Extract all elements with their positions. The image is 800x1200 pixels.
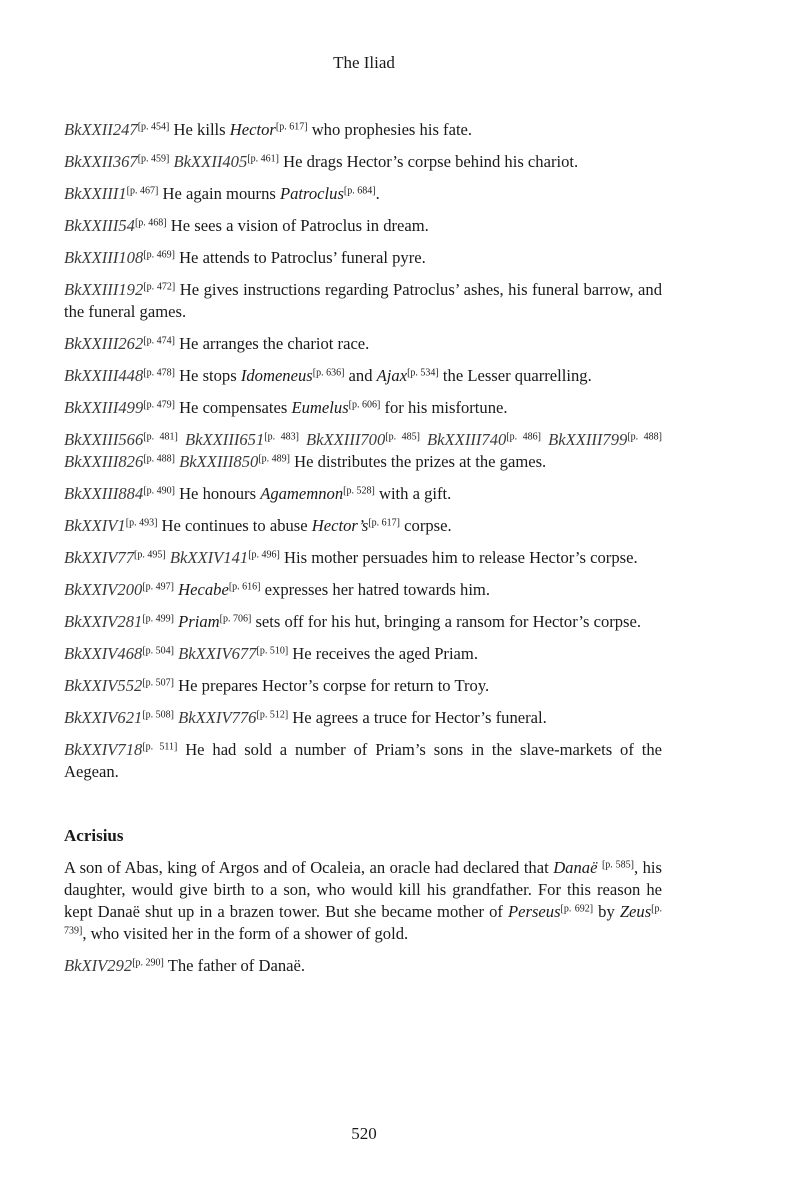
book-reference-link[interactable]: BkXXIV552	[64, 676, 143, 695]
person-name: Danaë	[553, 858, 598, 877]
page-reference[interactable]: [p. 478]	[143, 367, 175, 379]
page-reference[interactable]: [p. 467]	[126, 185, 159, 197]
book-reference-link[interactable]: BkXXIII826	[64, 452, 144, 471]
body-text	[541, 430, 548, 449]
page-reference[interactable]: [p. 488]	[143, 453, 175, 465]
page-reference[interactable]: [p. 616]	[228, 581, 261, 593]
body-text: He distributes the prizes at the games.	[290, 452, 547, 471]
body-text: He drags Hector’s corpse behind his chariot.	[278, 152, 579, 171]
book-reference-link[interactable]: BkXXIII799	[548, 430, 628, 449]
entry-paragraph	[64, 397, 662, 419]
body-text: He attends to Patroclus’ funeral pyre.	[174, 248, 426, 267]
page-reference[interactable]: [p. 489]	[258, 453, 290, 465]
page-reference[interactable]: [p. 636]	[312, 367, 345, 379]
page-reference[interactable]: [p. 510]	[256, 645, 289, 657]
body-text	[178, 430, 185, 449]
entry-paragraph	[64, 279, 662, 323]
page-reference[interactable]: [p. 486]	[506, 431, 541, 443]
page-reference[interactable]: [p. 497]	[142, 581, 174, 593]
person-name: Ajax	[376, 366, 408, 385]
body-text: , who visited her in the form of a shower of gold.	[82, 924, 409, 943]
entry-paragraph	[64, 247, 662, 269]
body-text: The father of Danaë.	[163, 956, 306, 975]
body-text: with a gift.	[374, 484, 452, 503]
body-text: , his daughter, would give birth to a son, who would kill his grandfather. For this reason he kept Danaë shut up in a brazen tower. But she became mother of	[64, 858, 662, 921]
body-text: He continues to abuse	[157, 516, 312, 535]
body-text: corpse.	[400, 516, 452, 535]
book-reference-link[interactable]: BkXXIV200	[64, 580, 143, 599]
body-text: He agrees a truce for Hector’s funeral.	[288, 708, 547, 727]
page-reference[interactable]: [p. 692]	[560, 903, 594, 915]
page-reference[interactable]: [p. 493]	[125, 517, 158, 529]
entry-paragraph	[64, 333, 662, 355]
body-text: He again mourns	[158, 184, 280, 203]
entry-paragraph	[64, 483, 662, 505]
entry-paragraph	[64, 739, 662, 783]
page-reference[interactable]: [p. 488]	[627, 431, 662, 443]
section-body	[64, 857, 662, 977]
body-text: He receives the aged Priam.	[288, 644, 478, 663]
page-reference[interactable]: [p. 504]	[142, 645, 174, 657]
body-text: expresses her hatred towards him.	[260, 580, 490, 599]
body-text: by	[593, 902, 620, 921]
body-text: for his misfortune.	[380, 398, 508, 417]
body-text: A son of Abas, king of Argos and of Ocaleia, an oracle had declared that	[64, 858, 554, 877]
page-reference[interactable]: [p. 461]	[247, 153, 279, 165]
entry-paragraph	[64, 611, 662, 633]
page-reference[interactable]: [p. 472]	[143, 281, 176, 293]
page-reference[interactable]: [p. 454]	[137, 121, 170, 133]
body-text: He compensates	[174, 398, 292, 417]
body-text: He honours	[174, 484, 261, 503]
page-reference[interactable]: [p. 617]	[275, 121, 308, 133]
page-reference[interactable]: [p. 606]	[348, 399, 381, 411]
page-reference[interactable]: [p. 512]	[256, 709, 289, 721]
book-reference-link[interactable]: BkXXIII651	[185, 430, 265, 449]
book-reference-link[interactable]: BkXIV292	[64, 956, 133, 975]
entry-paragraph	[64, 365, 662, 387]
page-reference[interactable]: [p. 485]	[385, 431, 420, 443]
book-reference-link[interactable]: BkXXII405	[173, 152, 248, 171]
body-text: and	[344, 366, 377, 385]
person-name: Idomeneus	[240, 366, 313, 385]
body-text: He kills	[169, 120, 230, 139]
page-reference[interactable]: [p. 481]	[143, 431, 178, 443]
body-text: He arranges the chariot race.	[174, 334, 370, 353]
book-reference-link[interactable]: BkXXIV718	[64, 740, 143, 759]
page-reference[interactable]: [p. 534]	[407, 367, 439, 379]
section-heading: Acrisius	[64, 826, 124, 845]
book-reference-link[interactable]: BkXXIV1	[64, 516, 126, 535]
page-reference[interactable]: [p. 585]	[601, 859, 634, 871]
page-reference[interactable]: [p. 459]	[137, 153, 170, 165]
book-reference-link[interactable]: BkXXIII448	[64, 366, 144, 385]
entry-paragraph	[64, 547, 662, 569]
book-reference-link[interactable]: BkXXIII1	[64, 184, 127, 203]
person-name: Zeus	[619, 902, 652, 921]
person-name: Eumelus	[291, 398, 349, 417]
page-reference[interactable]: [p. 499]	[142, 613, 174, 625]
person-name: Hector	[229, 120, 276, 139]
person-name: Priam	[178, 612, 220, 631]
page-reference[interactable]: [p. 617]	[368, 517, 401, 529]
person-name: Patroclus	[280, 184, 344, 203]
book-reference-link[interactable]: BkXXIII740	[427, 430, 507, 449]
page-reference[interactable]: [p. 474]	[143, 335, 175, 347]
page-reference[interactable]: [p. 469]	[143, 249, 175, 261]
book-reference-link[interactable]: BkXXIV621	[64, 708, 143, 727]
book-reference-link[interactable]: BkXXIII54	[64, 216, 135, 235]
body-text: sets off for his hut, bringing a ransom for Hector’s corpse.	[251, 612, 642, 631]
body-text	[420, 430, 427, 449]
book-reference-link[interactable]: BkXXIV468	[64, 644, 143, 663]
book-reference-link[interactable]: BkXXIV281	[64, 612, 143, 631]
body-text: the Lesser quarrelling.	[438, 366, 592, 385]
page-reference[interactable]: [p. 511]	[142, 741, 178, 753]
entry-paragraph	[64, 215, 662, 237]
page-reference[interactable]: [p. 739]	[64, 903, 663, 937]
page-reference[interactable]: [p. 706]	[219, 613, 252, 625]
person-name: Perseus	[507, 902, 561, 921]
book-reference-link[interactable]: BkXXIII499	[64, 398, 144, 417]
entry-paragraph	[64, 119, 662, 141]
page-reference[interactable]: [p. 290]	[132, 957, 164, 969]
entry-paragraph	[64, 707, 662, 729]
body-text: He prepares Hector’s corpse for return to Troy.	[174, 676, 490, 695]
entry-paragraph	[64, 675, 662, 697]
book-reference-link[interactable]: BkXXIII262	[64, 334, 144, 353]
body-text: He sees a vision of Patroclus in dream.	[166, 216, 429, 235]
entry-list	[64, 119, 662, 783]
person-name: Agamemnon	[260, 484, 344, 503]
body-text	[299, 430, 306, 449]
person-name: Hector’s	[311, 516, 369, 535]
page-number: 520	[351, 1124, 377, 1143]
page-reference[interactable]: [p. 483]	[264, 431, 299, 443]
entry-paragraph	[64, 857, 662, 945]
entry-paragraph	[64, 183, 662, 205]
page-reference[interactable]: [p. 495]	[134, 549, 166, 561]
page-reference[interactable]: [p. 468]	[134, 217, 167, 229]
page-reference[interactable]: [p. 508]	[142, 709, 174, 721]
body-text: .	[375, 184, 380, 203]
book-reference-link[interactable]: BkXXIV776	[178, 708, 257, 727]
entry-paragraph	[64, 579, 662, 601]
page-body	[64, 119, 662, 987]
entry-paragraph	[64, 955, 662, 977]
entry-paragraph	[64, 515, 662, 537]
entry-paragraph	[64, 429, 662, 473]
book-reference-link[interactable]: BkXXIV141	[169, 548, 249, 567]
page-reference[interactable]: [p. 496]	[248, 549, 280, 561]
body-text: He had sold a number of Priam’s sons in the slave-markets of the Aegean.	[64, 740, 662, 781]
body-text: His mother persuades him to release Hector’s corpse.	[279, 548, 638, 567]
book-reference-link[interactable]: BkXXII367	[64, 152, 138, 171]
book-reference-link[interactable]: BkXXIII850	[179, 452, 259, 471]
entry-paragraph	[64, 643, 662, 665]
body-text: who prophesies his fate.	[307, 120, 473, 139]
page-reference[interactable]: [p. 507]	[142, 677, 174, 689]
page-reference[interactable]: [p. 684]	[343, 185, 376, 197]
book-reference-link[interactable]: BkXXIII192	[64, 280, 144, 299]
book-reference-link[interactable]: BkXXIV77	[64, 548, 135, 567]
body-text: He gives instructions regarding Patroclus’ ashes, his funeral barrow, and the funeral games.	[64, 280, 662, 321]
book-reference-link[interactable]: BkXXII247	[64, 120, 138, 139]
book-reference-link[interactable]: BkXXIV677	[178, 644, 257, 663]
book-reference-link[interactable]: BkXXIII700	[306, 430, 386, 449]
person-name: Hecabe	[178, 580, 229, 599]
body-text: He stops	[174, 366, 241, 385]
running-header: The Iliad	[333, 53, 395, 72]
page-reference[interactable]: [p. 490]	[143, 485, 175, 497]
book-reference-link[interactable]: BkXXIII566	[64, 430, 144, 449]
book-reference-link[interactable]: BkXXIII108	[64, 248, 144, 267]
page-reference[interactable]: [p. 528]	[343, 485, 375, 497]
book-reference-link[interactable]: BkXXIII884	[64, 484, 144, 503]
page-reference[interactable]: [p. 479]	[143, 399, 175, 411]
entry-paragraph	[64, 151, 662, 173]
